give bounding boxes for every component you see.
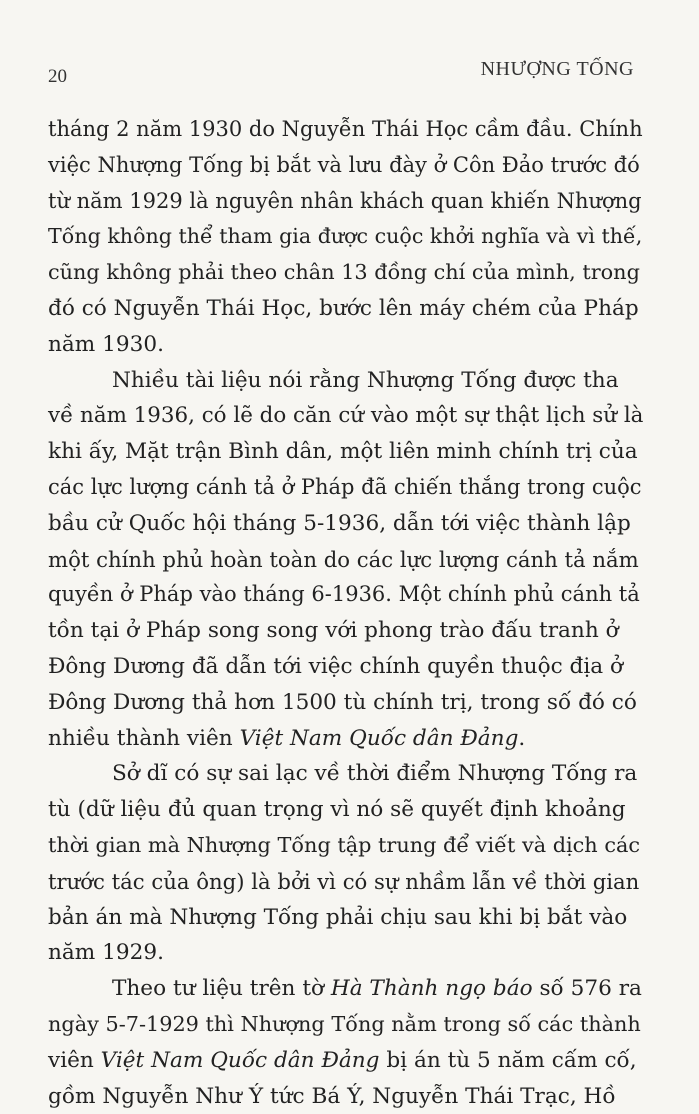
text-line: việc Nhượng Tống bị bắt và lưu đày ở Côn Đảo trước đó xyxy=(48,152,640,177)
running-title: NHƯỢNG TỐNG xyxy=(480,58,634,80)
paragraph xyxy=(48,363,643,757)
text-segment: số 576 ra xyxy=(532,976,642,1002)
text-line: từ năm 1929 là nguyên nhân khách quan khiến Nhượng xyxy=(48,188,642,213)
party-name-italic: Việt Nam Quốc dân Đảng xyxy=(239,725,519,751)
text-segment: bị án tù 5 năm cấm cố, xyxy=(379,1047,637,1073)
text-line: Đông Dương thả hơn 1500 tù chính trị, trong số đó có xyxy=(48,689,637,715)
text-line: tù (dữ liệu đủ quan trọng vì nó sẽ quyết định khoảng xyxy=(48,797,626,823)
text-segment: viên xyxy=(48,1047,101,1073)
text-line: đó có Nguyễn Thái Học, bước lên máy chém của Pháp xyxy=(48,295,639,321)
text-line: về năm 1936, có lẽ do căn cứ vào một sự thật lịch sử là xyxy=(48,403,644,429)
text-line: khi ấy, Mặt trận Bình dân, một liên minh chính trị của xyxy=(48,439,638,465)
page-number: 20 xyxy=(48,66,67,87)
text-line: quyền ở Pháp vào tháng 6-1936. Một chính phủ cánh tả xyxy=(48,582,640,607)
text-line: tồn tại ở Pháp song song với phong trào đấu tranh ở xyxy=(48,618,619,644)
text-line: tháng 2 năm 1930 do Nguyễn Thái Học cầm đầu. Chính xyxy=(48,117,643,141)
text-segment: nhiều thành viên xyxy=(48,725,240,751)
text-line: gồm Nguyễn Như Ý tức Bá Ý, Nguyễn Thái Trạc, Hồ xyxy=(48,1083,616,1109)
text-line: trước tác của ông) là bởi vì có sự nhầm lẫn về thời gian xyxy=(48,868,640,894)
text-line: Nhiều tài liệu nói rằng Nhượng Tống được tha xyxy=(112,367,619,393)
text-line: năm 1930. xyxy=(48,331,164,357)
party-name-italic: Việt Nam Quốc dân Đảng xyxy=(100,1047,380,1073)
text-line: Sở dĩ có sự sai lạc về thời điểm Nhượng Tống ra xyxy=(112,761,638,787)
text-line xyxy=(48,971,643,1007)
text-line: Tống không thể tham gia được cuộc khởi nghĩa và vì thế, xyxy=(48,224,643,249)
text-line: một chính phủ hoàn toàn do các lực lượng cánh tả nắm xyxy=(48,546,639,572)
newspaper-name-italic: Hà Thành ngọ báo xyxy=(330,976,533,1002)
text-line: năm 1929. xyxy=(48,940,164,966)
text-line: cũng không phải theo chân 13 đồng chí của mình, trong xyxy=(48,260,640,285)
text-line: bản án mà Nhượng Tống phải chịu sau khi bị bắt vào xyxy=(48,904,628,930)
text-line: bầu cử Quốc hội tháng 5-1936, dẫn tới việc thành lập xyxy=(48,510,631,536)
paragraph xyxy=(48,112,643,363)
text-segment: . xyxy=(518,725,526,751)
text-line: ngày 5-7-1929 thì Nhượng Tống nằm trong số các thành xyxy=(48,1011,641,1036)
text-line xyxy=(48,721,643,757)
text-line xyxy=(48,1043,643,1079)
text-line: thời gian mà Nhượng Tống tập trung để viết và dịch các xyxy=(48,832,641,857)
text-line: các lực lượng cánh tả ở Pháp đã chiến thắng trong cuộc xyxy=(48,474,642,499)
paragraph xyxy=(48,756,643,971)
body-text xyxy=(48,112,643,1114)
text-segment: Theo tư liệu trên tờ xyxy=(112,976,331,1002)
text-line: Đông Dương đã dẫn tới việc chính quyền thuộc địa ở xyxy=(48,653,624,679)
